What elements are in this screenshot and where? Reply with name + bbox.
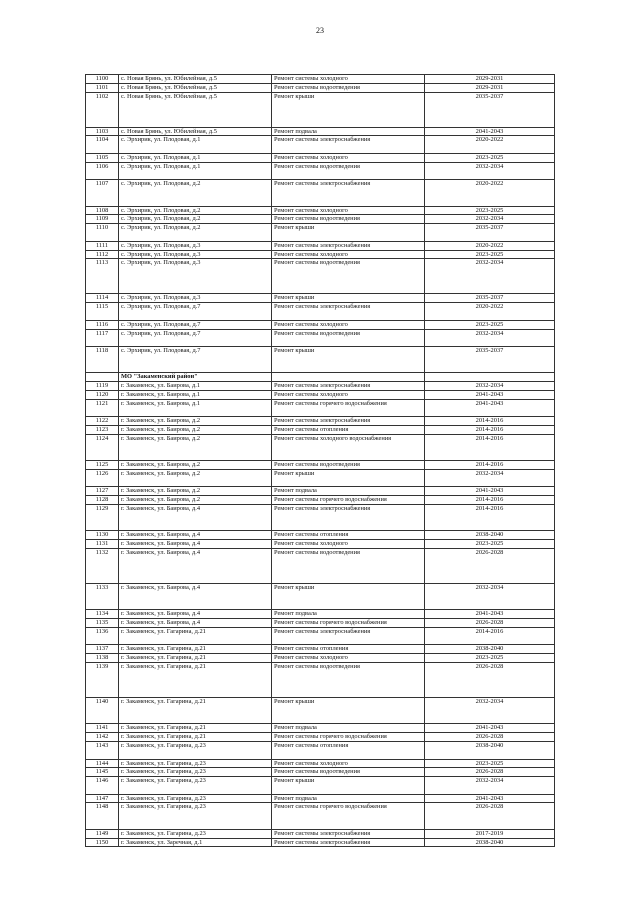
period-cell: 2032-2034 <box>425 215 555 224</box>
period-cell: 2023-2025 <box>425 250 555 259</box>
row-number: 1112 <box>86 250 119 259</box>
work-type-cell: Ремонт системы электроснабжения <box>272 303 425 321</box>
row-number: 1133 <box>86 584 119 610</box>
table-row <box>86 496 555 505</box>
work-type-cell: Ремонт крыши <box>272 347 425 373</box>
table-row <box>86 505 555 531</box>
row-number: 1115 <box>86 303 119 321</box>
row-number: 1127 <box>86 487 119 496</box>
table-row <box>86 619 555 628</box>
period-cell: 2023-2025 <box>425 153 555 162</box>
period-cell: 2038-2040 <box>425 741 555 759</box>
address-cell: г. Закаменск, ул. Баирова, д.1 <box>119 382 272 391</box>
address-cell: с. Эрхирик, ул. Плодовая, д.3 <box>119 250 272 259</box>
table-row <box>86 250 555 259</box>
table-row <box>86 698 555 724</box>
address-cell: с. Новая Брянь, ул. Юбилейная, д.5 <box>119 127 272 136</box>
work-type-cell: Ремонт системы горячего водоснабжения <box>272 399 425 417</box>
address-cell: г. Закаменск, ул. Баирова, д.2 <box>119 469 272 487</box>
table-row <box>86 759 555 768</box>
period-cell: 2041-2043 <box>425 399 555 417</box>
table-row <box>86 83 555 92</box>
address-cell: г. Закаменск, ул. Баирова, д.4 <box>119 540 272 549</box>
row-number: 1131 <box>86 540 119 549</box>
work-type-cell: Ремонт системы водоотведения <box>272 329 425 347</box>
table-row <box>86 733 555 742</box>
table-row <box>86 224 555 242</box>
table-row <box>86 724 555 733</box>
address-cell: г. Закаменск, ул. Баирова, д.1 <box>119 399 272 417</box>
period-cell: 2029-2031 <box>425 83 555 92</box>
table-row <box>86 777 555 795</box>
period-cell: 2014-2016 <box>425 627 555 645</box>
period-cell: 2041-2043 <box>425 724 555 733</box>
work-type-cell: Ремонт системы электроснабжения <box>272 180 425 206</box>
address-cell: г. Закаменск, ул. Гагарина, д.23 <box>119 741 272 759</box>
row-number: 1118 <box>86 347 119 373</box>
table-row <box>86 92 555 127</box>
row-number: 1146 <box>86 777 119 795</box>
work-type-cell: Ремонт системы холодного <box>272 540 425 549</box>
period-cell: 2035-2037 <box>425 347 555 373</box>
work-type-cell: Ремонт крыши <box>272 777 425 795</box>
address-cell: г. Закаменск, ул. Гагарина, д.21 <box>119 698 272 724</box>
work-type-cell: Ремонт системы отопления <box>272 426 425 435</box>
address-cell: с. Эрхирик, ул. Плодовая, д.3 <box>119 259 272 294</box>
row-number: 1116 <box>86 320 119 329</box>
table-row <box>86 215 555 224</box>
period-cell: 2035-2037 <box>425 294 555 303</box>
work-type-cell: Ремонт системы водоотведения <box>272 83 425 92</box>
row-number: 1148 <box>86 803 119 829</box>
period-cell: 2026-2028 <box>425 662 555 697</box>
table-row <box>86 390 555 399</box>
work-type-cell: Ремонт системы горячего водоснабжения <box>272 733 425 742</box>
period-cell: 2032-2034 <box>425 469 555 487</box>
address-cell: г. Закаменск, ул. Баирова, д.4 <box>119 548 272 583</box>
table-row <box>86 461 555 470</box>
table-row <box>86 794 555 803</box>
table-row <box>86 180 555 206</box>
work-type-cell: Ремонт крыши <box>272 469 425 487</box>
period-cell <box>425 373 555 382</box>
period-cell: 2032-2034 <box>425 162 555 180</box>
period-cell: 2032-2034 <box>425 382 555 391</box>
table-row <box>86 741 555 759</box>
work-type-cell: Ремонт системы электроснабжения <box>272 829 425 838</box>
period-cell: 2023-2025 <box>425 654 555 663</box>
table-row <box>86 206 555 215</box>
row-number <box>86 373 119 382</box>
row-number: 1100 <box>86 75 119 84</box>
period-cell: 2020-2022 <box>425 241 555 250</box>
table-row <box>86 487 555 496</box>
row-number: 1105 <box>86 153 119 162</box>
address-cell: с. Новая Брянь, ул. Юбилейная, д.5 <box>119 83 272 92</box>
row-number: 1108 <box>86 206 119 215</box>
work-type-cell: Ремонт системы водоотведения <box>272 768 425 777</box>
work-type-cell: Ремонт системы горячего водоснабжения <box>272 496 425 505</box>
address-cell: г. Закаменск, ул. Баирова, д.2 <box>119 434 272 460</box>
address-cell: с. Эрхирик, ул. Плодовая, д.7 <box>119 329 272 347</box>
address-cell: г. Закаменск, ул. Баирова, д.4 <box>119 619 272 628</box>
period-cell: 2032-2034 <box>425 698 555 724</box>
work-type-cell: Ремонт системы электроснабжения <box>272 382 425 391</box>
row-number: 1129 <box>86 505 119 531</box>
row-number: 1110 <box>86 224 119 242</box>
address-cell: г. Закаменск, ул. Гагарина, д.21 <box>119 627 272 645</box>
period-cell: 2023-2025 <box>425 206 555 215</box>
work-type-cell: Ремонт системы горячего водоснабжения <box>272 803 425 829</box>
work-type-cell: Ремонт системы отопления <box>272 645 425 654</box>
address-cell: г. Закаменск, ул. Баирова, д.2 <box>119 496 272 505</box>
work-type-cell: Ремонт подвала <box>272 794 425 803</box>
row-number: 1145 <box>86 768 119 777</box>
period-cell: 2026-2028 <box>425 803 555 829</box>
table-row <box>86 259 555 294</box>
row-number: 1136 <box>86 627 119 645</box>
work-type-cell: Ремонт системы водоотведения <box>272 461 425 470</box>
address-cell: с. Эрхирик, ул. Плодовая, д.7 <box>119 347 272 373</box>
address-cell: с. Эрхирик, ул. Плодовая, д.1 <box>119 153 272 162</box>
period-cell: 2023-2025 <box>425 540 555 549</box>
work-type-cell: Ремонт крыши <box>272 224 425 242</box>
address-cell: с. Эрхирик, ул. Плодовая, д.2 <box>119 206 272 215</box>
table-row <box>86 347 555 373</box>
address-cell: г. Закаменск, ул. Гагарина, д.23 <box>119 829 272 838</box>
work-type-cell: Ремонт системы электроснабжения <box>272 505 425 531</box>
row-number: 1113 <box>86 259 119 294</box>
work-type-cell: Ремонт подвала <box>272 127 425 136</box>
work-type-cell: Ремонт системы электроснабжения <box>272 838 425 847</box>
address-cell: с. Эрхирик, ул. Плодовая, д.3 <box>119 241 272 250</box>
address-cell: г. Закаменск, ул. Баирова, д.2 <box>119 461 272 470</box>
period-cell: 2014-2016 <box>425 434 555 460</box>
row-number: 1121 <box>86 399 119 417</box>
row-number: 1124 <box>86 434 119 460</box>
row-number: 1139 <box>86 662 119 697</box>
address-cell: г. Закаменск, ул. Баирова, д.2 <box>119 487 272 496</box>
period-cell: 2014-2016 <box>425 505 555 531</box>
address-cell: г. Закаменск, ул. Баирова, д.4 <box>119 505 272 531</box>
work-type-cell: Ремонт системы отопления <box>272 741 425 759</box>
table-row <box>86 540 555 549</box>
table-row <box>86 803 555 829</box>
address-cell: с. Эрхирик, ул. Плодовая, д.7 <box>119 303 272 321</box>
row-number: 1150 <box>86 838 119 847</box>
table-row <box>86 320 555 329</box>
period-cell: 2038-2040 <box>425 531 555 540</box>
address-cell: с. Эрхирик, ул. Плодовая, д.2 <box>119 224 272 242</box>
period-cell: 2041-2043 <box>425 487 555 496</box>
period-cell: 2032-2034 <box>425 329 555 347</box>
address-cell: г. Закаменск, ул. Гагарина, д.23 <box>119 794 272 803</box>
address-cell: г. Закаменск, ул. Баирова, д.4 <box>119 610 272 619</box>
address-cell: с. Эрхирик, ул. Плодовая, д.1 <box>119 136 272 154</box>
period-cell: 2041-2043 <box>425 610 555 619</box>
row-number: 1125 <box>86 461 119 470</box>
address-cell: г. Закаменск, ул. Баирова, д.4 <box>119 584 272 610</box>
period-cell: 2020-2022 <box>425 136 555 154</box>
row-number: 1147 <box>86 794 119 803</box>
work-type-cell: Ремонт крыши <box>272 584 425 610</box>
table-row <box>86 829 555 838</box>
work-type-cell: Ремонт системы горячего водоснабжения <box>272 619 425 628</box>
section-row <box>86 373 555 382</box>
work-type-cell: Ремонт системы холодного <box>272 206 425 215</box>
row-number: 1111 <box>86 241 119 250</box>
address-cell: г. Закаменск, ул. Заречная, д.1 <box>119 838 272 847</box>
row-number: 1140 <box>86 698 119 724</box>
address-cell: г. Закаменск, ул. Гагарина, д.23 <box>119 759 272 768</box>
table-row <box>86 294 555 303</box>
work-type-cell: Ремонт системы холодного <box>272 759 425 768</box>
row-number: 1141 <box>86 724 119 733</box>
period-cell: 2032-2034 <box>425 777 555 795</box>
address-cell: г. Закаменск, ул. Гагарина, д.23 <box>119 803 272 829</box>
period-cell: 2032-2034 <box>425 259 555 294</box>
work-type-cell: Ремонт системы холодного <box>272 390 425 399</box>
row-number: 1103 <box>86 127 119 136</box>
work-type-cell: Ремонт крыши <box>272 698 425 724</box>
table-row <box>86 768 555 777</box>
period-cell: 2038-2040 <box>425 838 555 847</box>
period-cell: 2014-2016 <box>425 426 555 435</box>
work-type-cell: Ремонт системы холодного <box>272 654 425 663</box>
row-number: 1137 <box>86 645 119 654</box>
row-number: 1117 <box>86 329 119 347</box>
period-cell: 2041-2043 <box>425 127 555 136</box>
period-cell: 2014-2016 <box>425 461 555 470</box>
period-cell: 2020-2022 <box>425 303 555 321</box>
work-type-cell: Ремонт системы электроснабжения <box>272 417 425 426</box>
address-cell: с. Эрхирик, ул. Плодовая, д.3 <box>119 294 272 303</box>
row-number: 1134 <box>86 610 119 619</box>
table-row <box>86 241 555 250</box>
row-number: 1144 <box>86 759 119 768</box>
table-row <box>86 127 555 136</box>
row-number: 1142 <box>86 733 119 742</box>
table-row <box>86 153 555 162</box>
table-row <box>86 136 555 154</box>
address-cell: г. Закаменск, ул. Гагарина, д.23 <box>119 768 272 777</box>
period-cell: 2026-2028 <box>425 768 555 777</box>
work-type-cell: Ремонт системы холодного <box>272 320 425 329</box>
period-cell: 2017-2019 <box>425 829 555 838</box>
table-row <box>86 610 555 619</box>
row-number: 1135 <box>86 619 119 628</box>
work-type-cell: Ремонт подвала <box>272 724 425 733</box>
table-row <box>86 426 555 435</box>
table-row <box>86 662 555 697</box>
work-type-cell: Ремонт крыши <box>272 294 425 303</box>
row-number: 1107 <box>86 180 119 206</box>
address-cell: г. Закаменск, ул. Гагарина, д.23 <box>119 777 272 795</box>
period-cell: 2023-2025 <box>425 759 555 768</box>
work-type-cell: Ремонт системы холодного <box>272 153 425 162</box>
address-cell: МО "Закаменский район" <box>119 373 272 382</box>
row-number: 1123 <box>86 426 119 435</box>
row-number: 1126 <box>86 469 119 487</box>
table-row <box>86 838 555 847</box>
period-cell: 2041-2043 <box>425 794 555 803</box>
table-row <box>86 303 555 321</box>
work-type-cell: Ремонт системы электроснабжения <box>272 241 425 250</box>
period-cell: 2035-2037 <box>425 92 555 127</box>
row-number: 1130 <box>86 531 119 540</box>
work-type-cell: Ремонт системы водоотведения <box>272 662 425 697</box>
table-row <box>86 162 555 180</box>
row-number: 1101 <box>86 83 119 92</box>
table-row <box>86 645 555 654</box>
row-number: 1128 <box>86 496 119 505</box>
table-row <box>86 75 555 84</box>
period-cell: 2023-2025 <box>425 320 555 329</box>
row-number: 1114 <box>86 294 119 303</box>
table-row <box>86 382 555 391</box>
work-type-cell: Ремонт подвала <box>272 487 425 496</box>
work-type-cell: Ремонт системы холодного водоснабжения <box>272 434 425 460</box>
address-cell: г. Закаменск, ул. Гагарина, д.21 <box>119 645 272 654</box>
work-type-cell: Ремонт системы холодного <box>272 250 425 259</box>
period-cell: 2041-2043 <box>425 390 555 399</box>
table-row <box>86 329 555 347</box>
address-cell: г. Закаменск, ул. Гагарина, д.21 <box>119 724 272 733</box>
period-cell: 2026-2028 <box>425 733 555 742</box>
work-type-cell: Ремонт системы отопления <box>272 531 425 540</box>
period-cell: 2020-2022 <box>425 180 555 206</box>
page-number: 23 <box>316 26 324 35</box>
row-number: 1104 <box>86 136 119 154</box>
period-cell: 2014-2016 <box>425 417 555 426</box>
work-type-cell: Ремонт системы водоотведения <box>272 162 425 180</box>
table-row <box>86 584 555 610</box>
table-body <box>86 75 555 847</box>
work-type-cell: Ремонт системы водоотведения <box>272 215 425 224</box>
address-cell: г. Закаменск, ул. Баирова, д.2 <box>119 426 272 435</box>
address-cell: с. Новая Брянь, ул. Юбилейная, д.5 <box>119 75 272 84</box>
table-row <box>86 469 555 487</box>
repair-schedule-table <box>85 74 555 847</box>
work-type-cell: Ремонт системы водоотведения <box>272 548 425 583</box>
table-row <box>86 627 555 645</box>
row-number: 1119 <box>86 382 119 391</box>
row-number: 1120 <box>86 390 119 399</box>
address-cell: с. Эрхирик, ул. Плодовая, д.2 <box>119 215 272 224</box>
table-row <box>86 654 555 663</box>
address-cell: г. Закаменск, ул. Баирова, д.2 <box>119 417 272 426</box>
work-type-cell: Ремонт системы водоотведения <box>272 259 425 294</box>
work-type-cell: Ремонт подвала <box>272 610 425 619</box>
period-cell: 2026-2028 <box>425 548 555 583</box>
period-cell: 2032-2034 <box>425 584 555 610</box>
period-cell: 2029-2031 <box>425 75 555 84</box>
work-type-cell: Ремонт системы электроснабжения <box>272 136 425 154</box>
work-type-cell: Ремонт крыши <box>272 92 425 127</box>
table-row <box>86 399 555 417</box>
address-cell: с. Эрхирик, ул. Плодовая, д.7 <box>119 320 272 329</box>
period-cell: 2026-2028 <box>425 619 555 628</box>
row-number: 1109 <box>86 215 119 224</box>
row-number: 1138 <box>86 654 119 663</box>
address-cell: г. Закаменск, ул. Гагарина, д.21 <box>119 654 272 663</box>
row-number: 1106 <box>86 162 119 180</box>
row-number: 1132 <box>86 548 119 583</box>
row-number: 1143 <box>86 741 119 759</box>
address-cell: г. Закаменск, ул. Баирова, д.4 <box>119 531 272 540</box>
table-row <box>86 548 555 583</box>
period-cell: 2038-2040 <box>425 645 555 654</box>
work-type-cell <box>272 373 425 382</box>
period-cell: 2035-2037 <box>425 224 555 242</box>
row-number: 1149 <box>86 829 119 838</box>
address-cell: г. Закаменск, ул. Гагарина, д.21 <box>119 733 272 742</box>
row-number: 1122 <box>86 417 119 426</box>
address-cell: с. Эрхирик, ул. Плодовая, д.2 <box>119 180 272 206</box>
work-type-cell: Ремонт системы электроснабжения <box>272 627 425 645</box>
period-cell: 2014-2016 <box>425 496 555 505</box>
table-row <box>86 531 555 540</box>
table-row <box>86 434 555 460</box>
table-row <box>86 417 555 426</box>
row-number: 1102 <box>86 92 119 127</box>
address-cell: г. Закаменск, ул. Баирова, д.1 <box>119 390 272 399</box>
address-cell: с. Новая Брянь, ул. Юбилейная, д.5 <box>119 92 272 127</box>
address-cell: г. Закаменск, ул. Гагарина, д.21 <box>119 662 272 697</box>
work-type-cell: Ремонт системы холодного <box>272 75 425 84</box>
address-cell: с. Эрхирик, ул. Плодовая, д.1 <box>119 162 272 180</box>
